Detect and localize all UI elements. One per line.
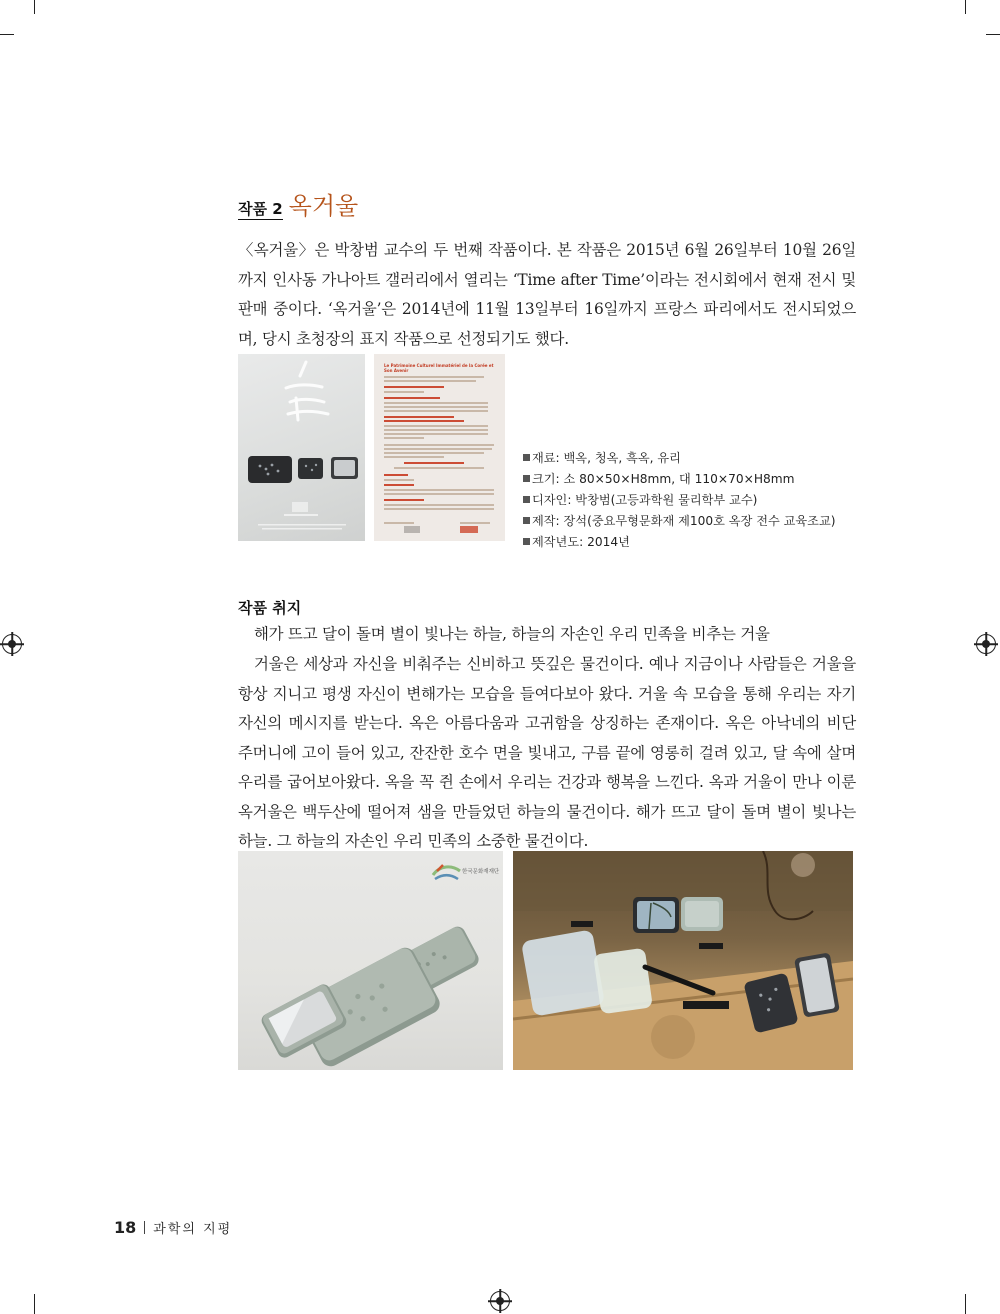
bullet-square-icon — [523, 475, 530, 482]
work-title: 옥거울 — [288, 192, 359, 220]
crop-mark — [0, 34, 14, 35]
crop-mark — [965, 1294, 966, 1314]
jade-mirrors-photo — [238, 851, 503, 1070]
bullet-square-icon — [523, 538, 530, 545]
page-footer — [114, 1218, 232, 1237]
spec-item: 제작년도: 2014년 — [523, 532, 835, 553]
footer-divider — [144, 1221, 145, 1234]
registration-mark-icon — [976, 634, 996, 654]
crop-mark — [986, 34, 1000, 35]
registration-mark-icon — [490, 1291, 510, 1311]
crop-mark — [965, 0, 966, 14]
spec-item: 재료: 백옥, 청옥, 흑옥, 유리 — [523, 448, 835, 469]
article-title — [238, 186, 358, 221]
bullet-square-icon — [523, 454, 530, 461]
crop-mark — [34, 1294, 35, 1314]
invitation-back-photo — [374, 354, 505, 541]
foundation-logo-text: 한국문화재재단 — [462, 869, 500, 875]
purpose-paragraph: 거울은 세상과 자신을 비춰주는 신비하고 뜻깊은 물건이다. 예나 지금이나 사람들은 거울을 항상 지니고 평생 자신이 변해가는 모습을 들여다보아 왔다. 거울 속 모습을 통해 우리는 자기 자신의 메시지를 받는다. 옥은 아름다움과 고귀함을 상징하는 존재이다. 옥은 아낙네의 비단 주머니에 고이 들어 있고, 잔잔한 호수 면을 빛내고, 구름 끝에 영롱히 걸려 있고, 달 속에 살며 우리를 굽어보아왔다. 옥을 꼭 쥔 손에서 우리는 건강과 행복을 느낀다. 옥과 거울이 만나 이룬 옥거울은 백두산에 떨어져 샘을 만들었던 하늘의 물건이다. 해가 뜨고 달이 돌며 별이 빛나는 하늘. 그 하늘의 자손인 우리 민족의 소중한 물건이다. — [238, 655, 856, 850]
crop-mark — [34, 0, 35, 14]
bullet-square-icon — [523, 517, 530, 524]
page-number: 18 — [114, 1218, 137, 1237]
bullet-square-icon — [523, 496, 530, 503]
section-heading: 작품 취지 — [238, 599, 302, 617]
intro-paragraph: 〈옥거울〉은 박창범 교수의 두 번째 작품이다. 본 작품은 2015년 6월 26일부터 10월 26일까지 인사동 가나아트 갤러리에서 열리는 ‘Time after Time’이라는 전시회에서 현재 전시 및 판매 중이다. ‘옥거울’은 2014년에 11월 13일부터 16일까지 프랑스 파리에서도 전시되었으며, 당시 초청장의 표지 작품으로 선정되기도 했다. — [238, 241, 856, 348]
registration-mark-icon — [2, 634, 22, 654]
spec-item: 제작: 장석(중요무형문화재 제100호 옥장 전수 교육조교) — [523, 511, 835, 532]
exhibition-display-photo — [513, 851, 853, 1070]
spec-item: 디자인: 박창범(고등과학원 물리학부 교수) — [523, 490, 835, 511]
publication-title: 과학의 지평 — [153, 1222, 233, 1237]
spec-item: 크기: 소 80×50×H8mm, 대 110×70×H8mm — [523, 469, 835, 490]
invitation-cover-photo — [238, 354, 365, 541]
brochure-title: Le Patrimoine Culturel Immatériel de la Corée et Son Avenir — [384, 363, 494, 373]
purpose-line: 해가 뜨고 달이 돌며 별이 빛나는 하늘, 하늘의 자손인 우리 민족을 비추는 거울 — [254, 625, 770, 643]
spec-list — [523, 448, 835, 553]
work-number-label: 작품 2 — [238, 200, 283, 218]
